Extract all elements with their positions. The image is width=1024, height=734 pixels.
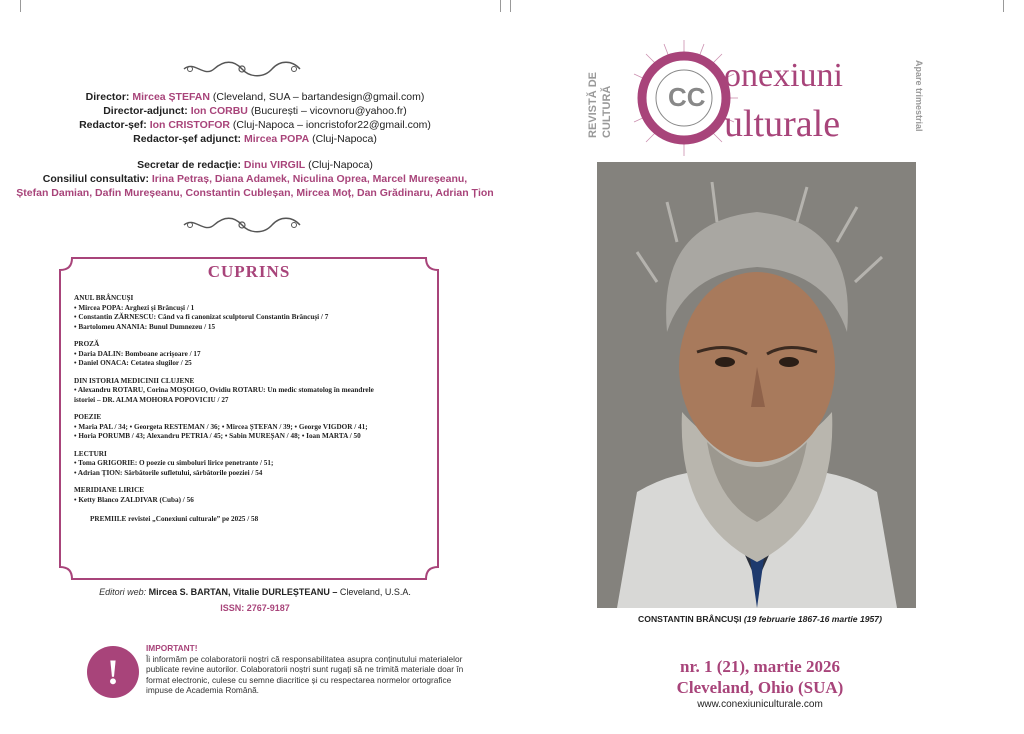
council-label: Consiliul consultativ: xyxy=(42,173,149,185)
editor-deputy-label: Redactor-șef adjunct: xyxy=(133,133,242,145)
toc-section-heading: POEZIE xyxy=(74,413,102,421)
crop-mark xyxy=(20,0,21,12)
toc-section xyxy=(74,450,430,479)
editor-deputy-name: Mircea POPA xyxy=(243,133,310,145)
editors-label: Editori web: xyxy=(99,587,147,597)
toc-item: • Constantin ZĂRNESCU: Când va fi canonizat sculptorul Constantin Brâncuși / 7 xyxy=(74,313,329,321)
toc-item: • Bartolomeu ANANIA: Bunul Dumnezeu / 15 xyxy=(74,322,216,331)
website-link[interactable]: www.conexiuniculturale.com xyxy=(697,699,823,710)
kicker-bottom: CULTURĂ xyxy=(601,85,613,138)
director-label: Director: xyxy=(85,91,130,103)
editors-names: Mircea S. BARTAN, Vitalie DURLEȘTEANU – xyxy=(148,587,338,597)
toc-item: • Adrian ȚION: Sărbătorile sufletului, sărbătorile poeziei / 54 xyxy=(74,468,263,477)
toc-item: • Alexandru ROTARU, Corina MOȘOIGO, Ovidiu ROTARU: Un medic stomatolog în meandrele xyxy=(74,386,374,394)
important-title: IMPORTANT! xyxy=(146,643,198,653)
masthead-line2: ulturale xyxy=(724,103,841,145)
council-line-2: Ștefan Damian, Dafin Mureșeanu, Constantin Cubleșan, Mircea Moț, Dan Grădinaru, Adrian Țion xyxy=(16,187,494,199)
toc-title: CUPRINS xyxy=(207,262,291,281)
toc-section-heading: MERIDIANE LIRICE xyxy=(74,486,145,494)
crop-mark xyxy=(510,0,511,12)
crop-mark xyxy=(1003,0,1004,12)
staff-list xyxy=(0,90,510,200)
toc-section-heading: DIN ISTORIA MEDICINII CLUJENE xyxy=(74,376,195,385)
kicker-top: REVISTĂ DE xyxy=(587,71,599,138)
toc-item: • Mircea POPA: Arghezi și Brâncuși / 1 xyxy=(74,303,195,312)
toc-item: • Daniel ONACA: Cetatea slugilor / 25 xyxy=(74,359,192,367)
editor-name: Ion CRISTOFOR xyxy=(149,119,230,131)
cover-portrait xyxy=(597,162,916,608)
masthead-kicker xyxy=(580,58,640,138)
toc-section xyxy=(74,294,430,332)
issue-number: nr. 1 (21), martie 2026 xyxy=(680,657,840,676)
toc-prizes: PREMIILE revistei „Conexiuni culturale” pe 2025 / 58 xyxy=(90,515,259,523)
toc-item: • Maria PAL / 34; • Georgeta RESTEMAN / 36; • Mircea ȘTEFAN / 39; • George VIGDOR / 41; xyxy=(74,422,368,431)
editor-deputy-info: (Cluj-Napoca) xyxy=(312,133,377,145)
toc-item: istoriei – DR. ALMA MOHORA POPOVICIU / 27 xyxy=(74,395,229,404)
toc-section-heading: ANUL BRÂNCUȘI xyxy=(74,294,134,302)
council-row xyxy=(0,172,510,186)
toc-section xyxy=(74,413,430,442)
toc-section xyxy=(74,377,430,406)
editor-deputy-row xyxy=(0,132,510,146)
director-row xyxy=(0,90,510,104)
caption-dates: (19 februarie 1867-16 martie 1957) xyxy=(743,614,882,624)
editor-info: (Cluj-Napoca – ioncristofor22@gmail.com) xyxy=(232,119,431,131)
deputy-info: (București – vicovnoru@yahoo.fr) xyxy=(250,105,407,117)
crop-mark xyxy=(500,0,501,12)
toc-list xyxy=(74,294,430,525)
masthead-side: Apare trimestrial xyxy=(914,60,924,132)
toc-section-heading: PROZĂ xyxy=(74,340,100,348)
cover-caption xyxy=(590,614,930,624)
secretary-name: Dinu VIRGIL xyxy=(243,159,306,171)
exclamation-icon: ! xyxy=(87,646,139,698)
masthead-line1: onexiuni xyxy=(724,57,843,94)
toc-section xyxy=(74,486,430,505)
editor-label: Redactor-șef: xyxy=(79,119,147,131)
toc-box xyxy=(58,256,440,581)
ornament-bottom xyxy=(180,216,304,234)
toc-item: • Toma GRIGORIE: O poezie cu simboluri lirice penetrante / 51; xyxy=(74,459,274,467)
director-info: (Cleveland, SUA – bartandesign@gmail.com) xyxy=(212,91,425,103)
issn: ISSN: 2767-9187 xyxy=(220,603,290,613)
important-text: Îi informăm pe colaboratorii noștri că responsabilitatea asupra conținutului materialelor publicate revine autorilor. Colaboratorii noștri sunt rugați să ne trimită materiale doar în format electronic, culese cu semne diacritice și cu respectarea normelor ortografice impuse de Academia Română. xyxy=(146,653,464,695)
issue-block xyxy=(590,656,930,698)
toc-section-heading: LECTURI xyxy=(74,449,107,458)
issue-place: Cleveland, Ohio (SUA) xyxy=(676,678,844,697)
editors-place: Cleveland, U.S.A. xyxy=(339,587,411,597)
secretary-info: (Cluj-Napoca) xyxy=(308,159,373,171)
deputy-row xyxy=(0,104,510,118)
ornament-top xyxy=(180,60,304,78)
secretary-label: Secretar de redacție: xyxy=(137,159,241,171)
portrait-image xyxy=(597,162,916,608)
toc-item: • Ketty Blanco ZALDIVAR (Cuba) / 56 xyxy=(74,495,194,504)
toc-item: • Daria DALIN: Bomboane acrișoare / 17 xyxy=(74,349,201,358)
web-editors xyxy=(0,587,510,597)
editor-row xyxy=(0,118,510,132)
council-line-1: Irina Petraș, Diana Adamek, Niculina Oprea, Marcel Mureșeanu, xyxy=(151,173,468,185)
important-notice xyxy=(146,643,466,696)
toc-item: • Horia PORUMB / 43; Alexandru PETRIA / 45; • Sabin MUREȘAN / 48; • Ioan MARTA / 50 xyxy=(74,432,361,440)
toc-section xyxy=(74,340,430,369)
deputy-name: Ion CORBU xyxy=(190,105,248,117)
secretary-row xyxy=(0,158,510,172)
caption-name: CONSTANTIN BRÂNCUȘI xyxy=(638,614,742,624)
svg-text:CC: CC xyxy=(668,82,706,112)
director-name: Mircea ȘTEFAN xyxy=(132,91,210,103)
deputy-label: Director-adjunct: xyxy=(103,105,188,117)
